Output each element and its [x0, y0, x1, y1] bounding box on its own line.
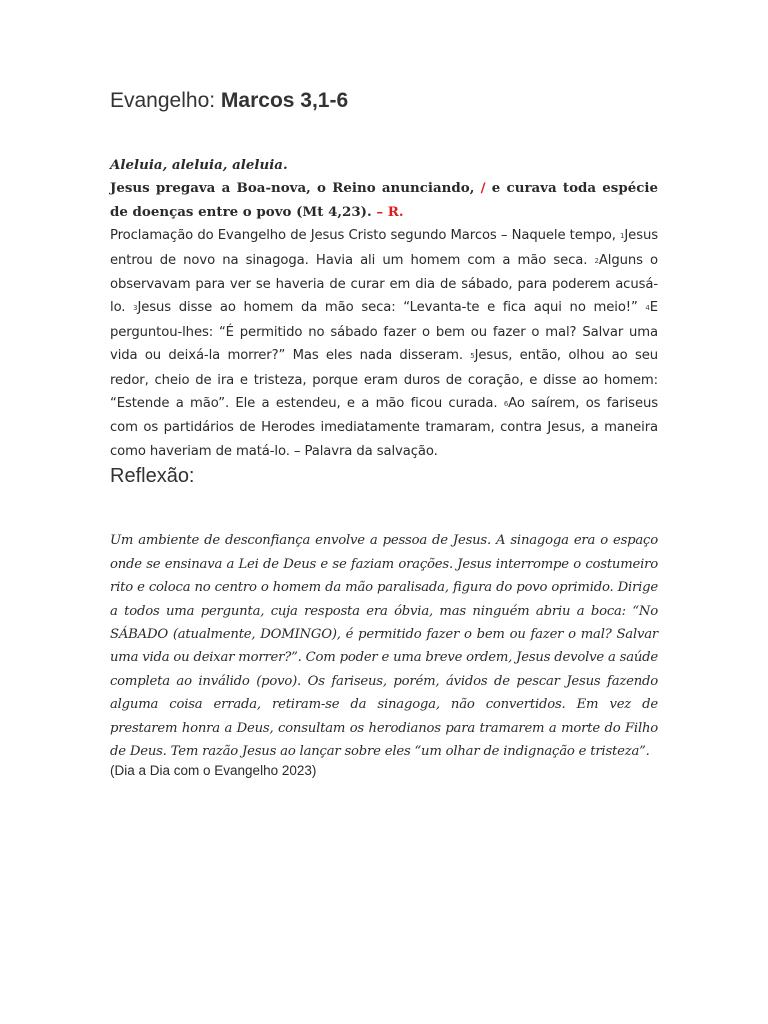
gospel-intro: Proclamação do Evangelho de Jesus Cristo segundo Marcos – Naquele tempo,: [110, 228, 621, 244]
page-title: [110, 86, 658, 116]
verse-number: 4: [645, 304, 650, 313]
acclamation-line-2: [110, 177, 658, 224]
reflection-text: Um ambiente de desconfiança envolve a pessoa de Jesus. A sinagoga era o espaço onde se ensinava a Lei de Deus e se faziam orações. Jesus interrompe o costumeiro rito e coloca no centro o homem da mão paralisada, figura do povo oprimido. Dirige a todos uma pergunta, cuja resposta era óbvia, mas ninguém abriu a boca: “No SÁBADO (atualmente, DOMINGO), é permitido fazer o bem ou fazer o mal? Salvar uma vida ou deixar morrer?”. Com poder e uma breve ordem, Jesus devolve a saúde completa ao inválido (povo). Os fariseus, porém, ávidos de pescar Jesus fazendo alguma coisa errada, retiram-se da sinagoga, não convertidos. Em vez de prestarem honra a Deus, consultam os herodianos para tramarem a morte do Filho de Deus. Tem razão Jesus ao lançar sobre eles “um olhar de indignação e tristeza”.: [110, 533, 658, 759]
gospel-section: [110, 154, 658, 463]
acclamation-slash: /: [480, 180, 486, 197]
verse-text: E perguntou-lhes: “É permitido no sábado fazer o bem ou fazer o mal? Salvar uma vida ou deixá-la morrer?” Mas eles nada disseram.: [110, 300, 659, 364]
verse-text: Jesus entrou de novo na sinagoga. Havia ali um homem com a mão seca.: [110, 228, 658, 268]
acclamation-response: – R.: [376, 203, 404, 220]
document-page: [110, 86, 658, 779]
verse-text: Jesus, então, olhou ao seu redor, cheio de ira e tristeza, porque eram duros de coração, e disse ao homem: “Estende a mão”. Ele a estendeu, e a mão ficou curada.: [110, 348, 658, 412]
verse-number: 3: [133, 304, 138, 313]
reflection-heading: Reflexão:: [110, 465, 195, 488]
verse-text: Alguns o observavam para ver se haveria de curar em dia de sábado, para poderem acusá-lo.: [110, 252, 658, 316]
title-prefix: Evangelho:: [110, 89, 221, 112]
verse-text: Ao saírem, os fariseus com os partidários de Herodes imediatamente tramaram, contra Jesus, a maneira como haveriam de matá-lo. – Palavra da salvação.: [110, 396, 658, 459]
verse-number: 6: [503, 400, 509, 409]
title-reference: Marcos 3,1-6: [220, 89, 349, 112]
verse-number: 2: [594, 256, 599, 265]
verse-number: 5: [470, 352, 475, 361]
acclamation-line-1: Aleluia, aleluia, aleluia.: [110, 157, 288, 173]
gospel-reading: [110, 224, 658, 463]
verse-number: 1: [620, 232, 625, 241]
reflection-source: (Dia a Dia com o Evangelho 2023): [110, 763, 317, 779]
verse-text: Jesus disse ao homem da mão seca: “Levanta-te e fica aqui no meio!”: [137, 300, 646, 316]
acclamation-text-part-2: e curava toda espécie de doenças entre o povo (Mt 4,23).: [110, 180, 658, 220]
acclamation-text-part-1: Jesus pregava a Boa-nova, o Reino anunciando,: [110, 180, 481, 197]
